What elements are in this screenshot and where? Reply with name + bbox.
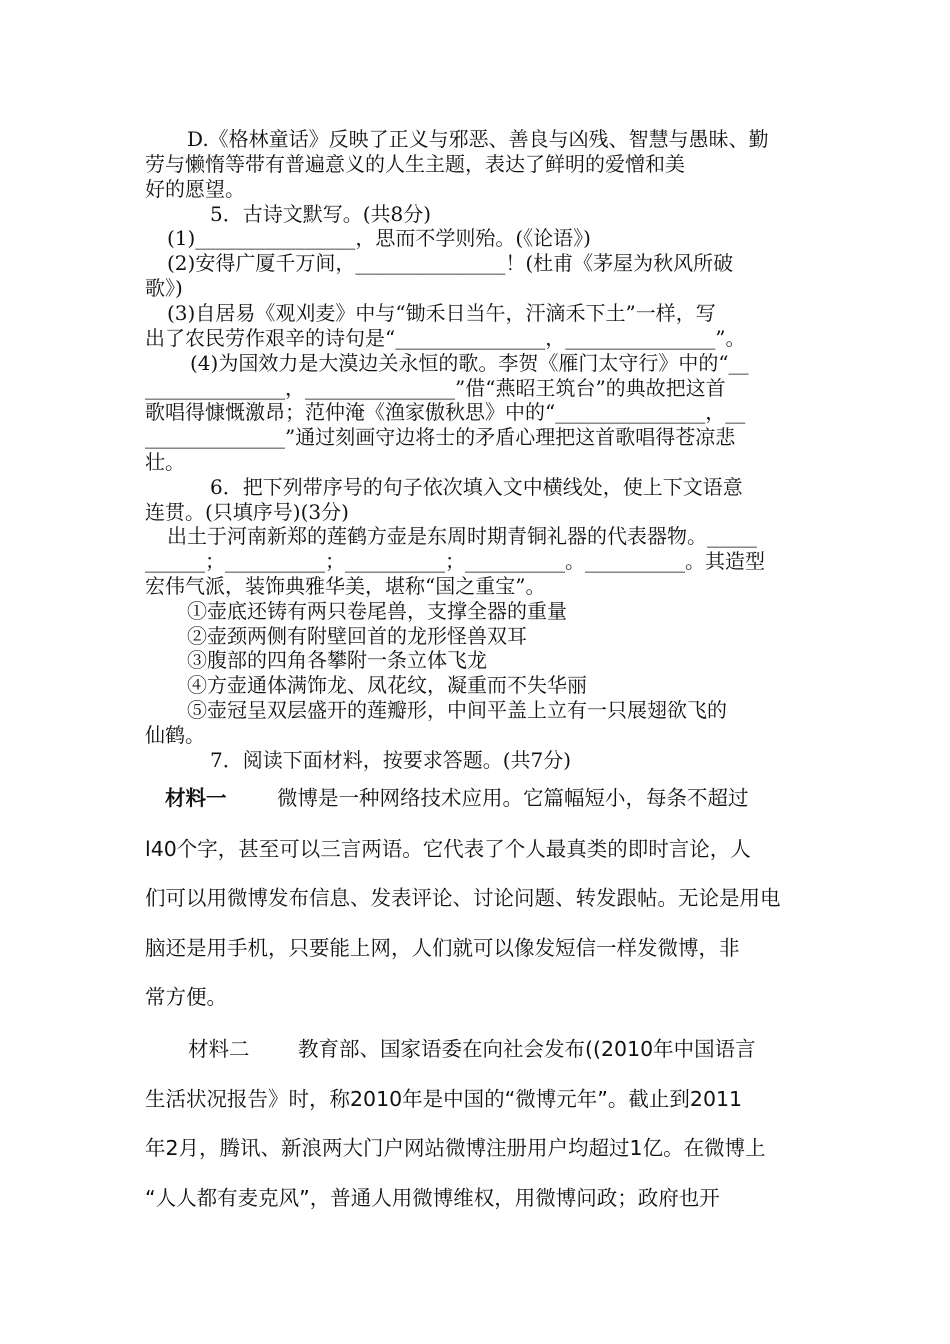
item-d-line: D.《格林童话》反映了正义与邪恶、善良与凶残、智慧与愚昧、勤: [187, 127, 769, 151]
item-d-line: 劳与懒惰等带有普遍意义的人生主题，表达了鲜明的爱憎和美: [145, 152, 685, 176]
q5-line: ______________”通过刻画守边将士的矛盾心理把这首歌唱得苍凉悲: [145, 425, 736, 449]
q5-title: 5．古诗文默写。(共8分): [210, 202, 432, 226]
material1-label: 材料一: [165, 786, 227, 810]
q7-title: 7．阅读下面材料，按要求答题。(共7分): [210, 748, 572, 772]
q6-passage-line: 出土于河南新郑的莲鹤方壶是东周时期青铜礼器的代表器物。_____: [167, 524, 757, 548]
material2-label: 材料二: [188, 1037, 250, 1061]
q6-option: 仙鹤。: [145, 723, 205, 747]
material1-line: 们可以用微博发布信息、发表评论、讨论问题、转发跟帖。无论是用电: [145, 886, 781, 910]
q5-line: 出了农民劳作艰辛的诗句是“_______________，_______________”。: [145, 326, 746, 350]
material1-line: l40个字，甚至可以三言两语。它代表了个人最真类的即时言论，人: [145, 837, 751, 861]
q5-line: (2)安得广厦千万间，_______________！(杜甫《茅屋为秋风所破: [167, 251, 734, 275]
q6-option: ①壶底还铸有两只卷尾兽，支撑全器的重量: [187, 599, 567, 623]
material2-line: 年2月，腾讯、新浪两大门户网站微博注册用户均超过1亿。在微博上: [145, 1136, 766, 1160]
q6-passage-line: 宏伟气派，装饰典雅华美，堪称“国之重宝”。: [145, 574, 546, 598]
q6-option: ④方壶通体满饰龙、凤花纹，凝重而不失华丽: [187, 673, 587, 697]
material2-line: 生活状况报告》时，称2010年是中国的“微博元年”。截止到2011: [145, 1087, 743, 1111]
q5-line: 歌唱得慷慨激昂；范仲淹《渔家傲秋思》中的“_______________，__: [145, 400, 746, 424]
q6-title-line: 连贯。(只填序号)(3分): [145, 500, 349, 524]
material2-line: 教育部、国家语委在向社会发布((2010年中国语言: [298, 1037, 756, 1061]
q5-line: (1)________________，思而不学则殆。(《论语》): [167, 226, 591, 250]
q5-line: (3)自居易《观刈麦》中与“锄禾日当午，汗滴禾下土”一样，写: [167, 301, 716, 325]
material1-line: 微博是一种网络技术应用。它篇幅短小，每条不超过: [277, 786, 749, 810]
q6-option: ②壶颈两侧有附壁回首的龙形怪兽双耳: [187, 624, 527, 648]
q6-option: ⑤壶冠呈双层盛开的莲瓣形，中间平盖上立有一只展翅欲飞的: [187, 698, 727, 722]
item-d-line: 好的愿望。: [145, 177, 245, 201]
q6-passage-line: ______；__________；__________；__________。__________。其造型: [145, 549, 765, 573]
q5-line: 壮。: [145, 450, 185, 474]
q5-line: ______________，_______________”借“燕昭王筑台”的典故把这首: [145, 376, 726, 400]
q5-line: 歌》): [145, 276, 183, 300]
material1-line: 脑还是用手机，只要能上网，人们就可以像发短信一样发微博，非: [145, 936, 740, 960]
q5-line: (4)为国效力是大漠边关永恒的歌。李贺《雁门太守行》中的“__: [190, 351, 749, 375]
material2-line: “人人都有麦克风”，普通人用微博维权，用微博问政；政府也开: [145, 1186, 720, 1210]
material1-line: 常方便。: [145, 985, 227, 1009]
q6-title-line: 6．把下列带序号的句子依次填入文中横线处，使上下文语意: [210, 475, 743, 499]
q6-option: ③腹部的四角各攀附一条立体飞龙: [187, 648, 487, 672]
